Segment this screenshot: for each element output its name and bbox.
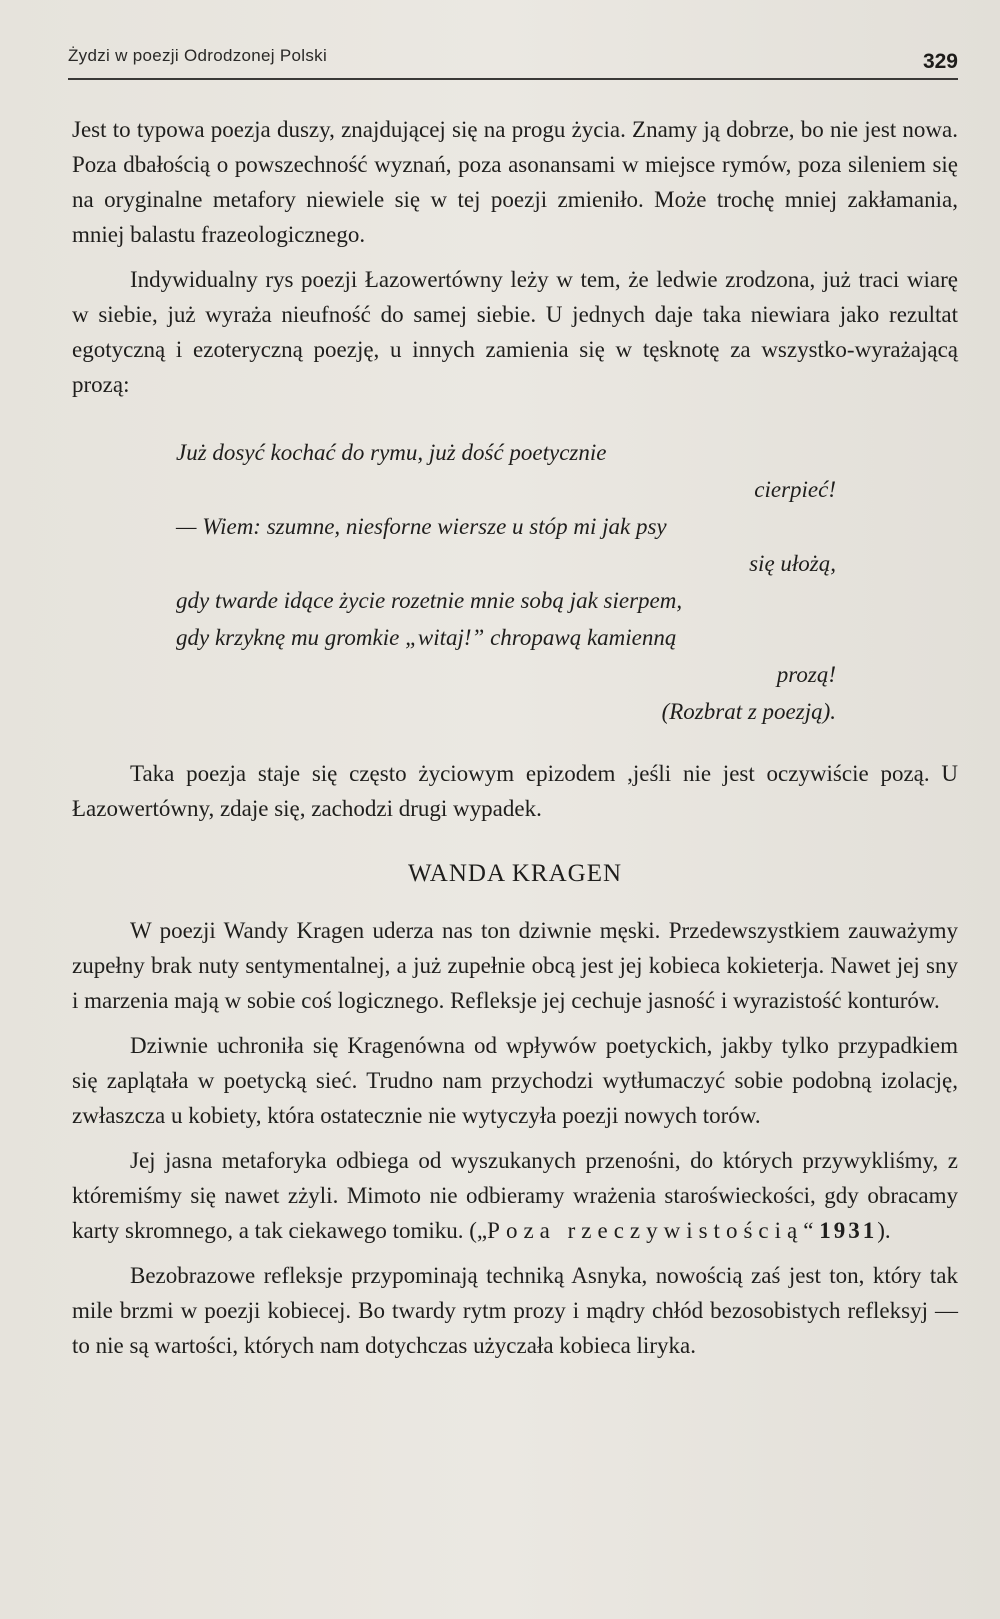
publication-year: 1931 [819,1218,878,1243]
poem-line-2-continuation: się ułożą, [749,551,836,576]
page-number: 329 [922,50,958,73]
section-paragraph-3-text: Jej jasna metaforyka odbiega od wyszukanych przenośni, do których przywykliśmy, z któremiśmy się nawet zżyli. Mimoto nie odbieramy wrażenia staroświeckości, gdy obracamy karty skromnego, a tak ciekawego tomiku. („ [72,1148,958,1243]
poem-line-3: gdy twarde idące życie rozetnie mnie sobą jak sierpem, [176,588,683,613]
body-text [72,112,958,1373]
paragraph-3: Taka poezja staje się często życiowym epizodem ,jeśli nie jest oczywiście pozą. U Łazowertówny, zdaje się, zachodzi drugi wypadek. [72,761,958,821]
poem-line-2: — Wiem: szumne, niesforne wiersze u stóp mi jak psy [176,514,667,539]
header-rule [68,78,958,80]
poem-line-4: gdy krzyknę mu gromkie „witaj!” chropawą kamienną [176,625,677,650]
closing-quote: “ [803,1218,820,1243]
section-heading: WANDA KRAGEN [407,860,623,887]
section-paragraph-3 [72,1143,958,1248]
paragraph-1: Jest to typowa poezja duszy, znajdującej się na progu życia. Znamy ją dobrze, bo nie jest nowa. Poza dbałością o powszechność wyznań, poza asonansami w miejsce rymów, poza sileniem się na oryginalne metafory niewiele się w tej poezji zmieniło. Może trochę mniej zakłamania, mniej balastu frazeologicznego. [72,117,958,247]
section-paragraph-4: Bezobrazowe refleksje przypominają techniką Asnyka, nowością zaś jest ton, który tak mile brzmi w poezji kobiecej. Bo twardy rytm prozy i mądry chłód bezosobistych refleksyj — to nie są wartości, których nam dotychczas użyczała kobieca liryka. [72,1263,958,1358]
section-paragraph-2: Dziwnie uchroniła się Kragenówna od wpływów poetyckich, jakby tylko przypadkiem się zaplątała w poetycką sieć. Trudno nam przychodzi wytłumaczyć sobie podobną izolację, zwłaszcza u kobiety, która ostatecznie nie wytyczyła poezji nowych torów. [72,1033,958,1128]
poem-quote [176,434,836,730]
paragraph-2: Indywidualny rys poezji Łazowertówny leży w tem, że ledwie zrodzona, już traci wiarę w siebie, już wyraża nieufność do samej siebie. U jednych daje taka niewiara jako rezultat egotyczną i ezoteryczną poezję, u innych zamienia się w tęsknotę za wszystko-wyrażającą prozą: [72,267,958,397]
book-title: Poza rzeczywistością [487,1218,804,1243]
poem-source: (Rozbrat z poezją). [661,699,836,724]
running-head: Żydzi w poezji Odrodzonej Polski [68,46,328,65]
paragraph-end: ). [877,1218,891,1243]
section-paragraph-1: W poezji Wandy Kragen uderza nas ton dziwnie męski. Przedewszystkiem zauważymy zupełny brak nuty sentymentalnej, a już zupełnie obcą jest jej kobieca kokieterja. Nawet jej sny i marzenia mają w sobie coś logicznego. Refleksje jej cechuje jasność i wyrazistość konturów. [72,918,958,1013]
poem-line-4-continuation: prozą! [776,662,836,687]
poem-line-1: Już dosyć kochać do rymu, już dość poetycznie [176,440,607,465]
poem-line-1-continuation: cierpieć! [754,477,836,502]
page-header [68,42,958,82]
